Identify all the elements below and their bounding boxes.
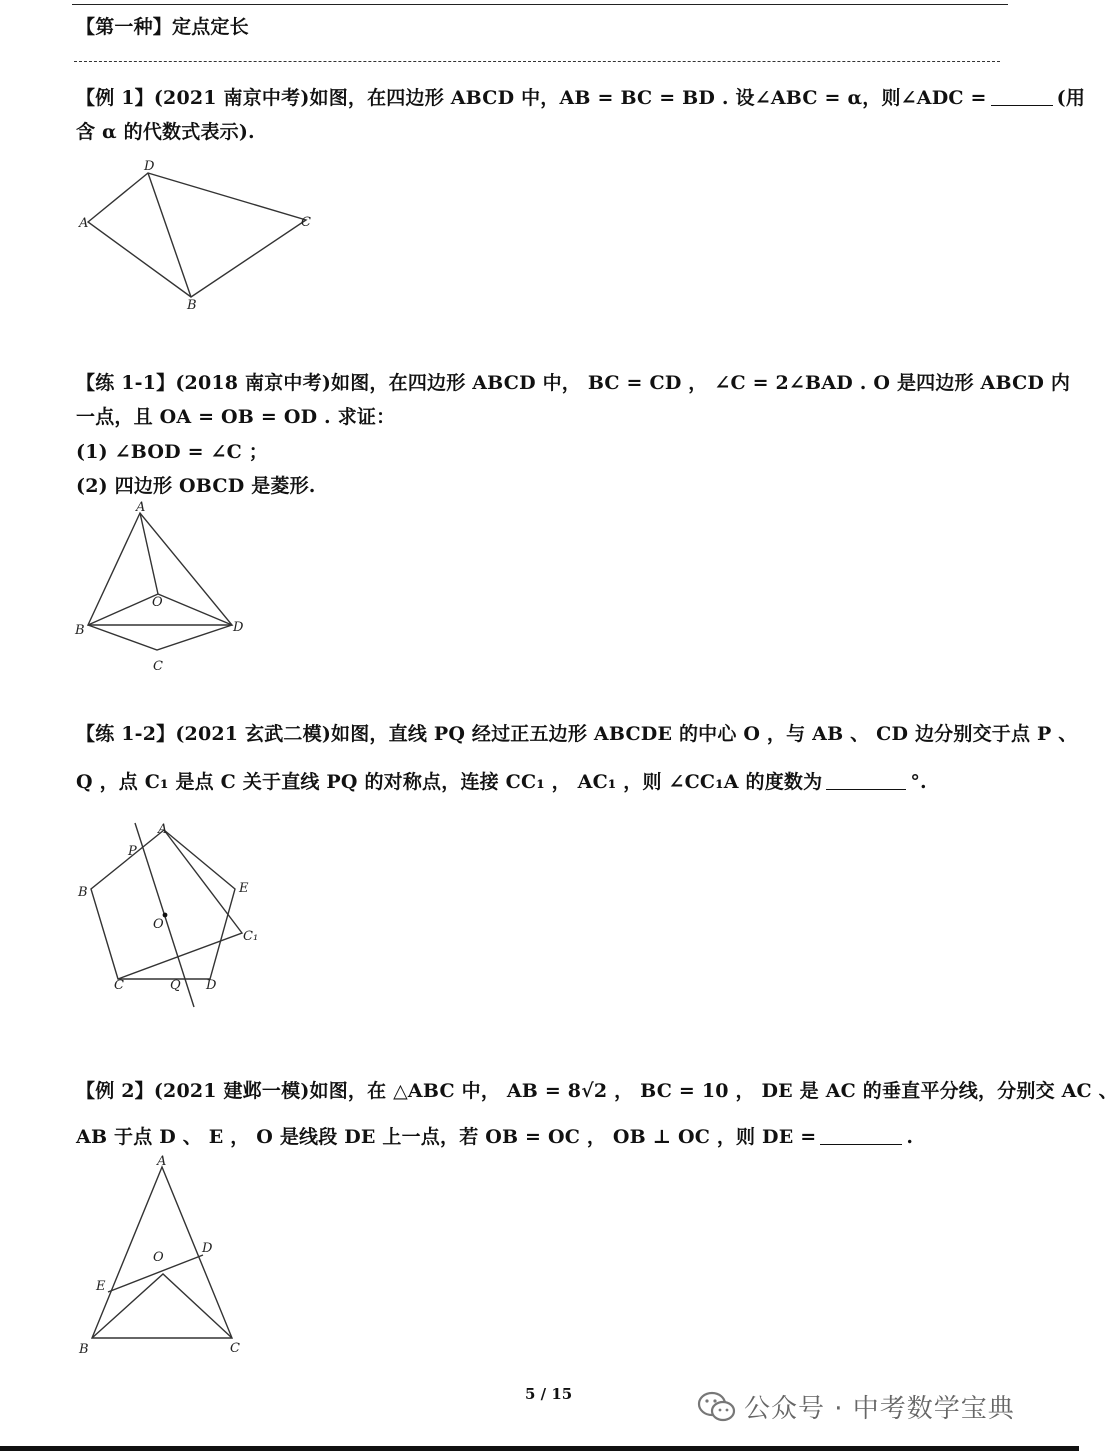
- ex1-line1: [76, 83, 1085, 110]
- pr12-label-o: O: [153, 917, 164, 932]
- pr12-label-b: B: [78, 885, 88, 900]
- watermark-text: 公众号 · 中考数学宝典: [744, 1394, 1015, 1424]
- pr11-segment-oa: [140, 513, 158, 594]
- page-number: 5 / 15: [525, 1385, 573, 1403]
- watermark: [696, 1388, 1015, 1425]
- ex2-figure: [70, 1150, 260, 1360]
- pr11-label-b: B: [75, 623, 85, 638]
- pr11-label-o: O: [152, 595, 163, 610]
- pr12-label-c: C: [114, 978, 124, 993]
- ex1-label-b: B: [187, 298, 197, 313]
- pr12-label-p: P: [128, 844, 137, 859]
- ex1-label-c: C: [301, 215, 311, 230]
- ex1-text1-end: (用: [1056, 87, 1086, 109]
- ex2-segments-ob-oc: [92, 1274, 232, 1338]
- pr12-line1: 【练 1-2】(2021 玄武二模)如图，直线 PQ 经过正五边形 ABCDE 的中心 O ，与 AB 、 CD 边分别交于点 P 、: [76, 723, 1078, 745]
- pr11-label-a: A: [136, 500, 146, 515]
- ex1-answer-blank: [991, 87, 1053, 106]
- ex2-text2-end: .: [906, 1126, 914, 1148]
- pr12-line2: [76, 767, 927, 794]
- ex2-line1: 【例 2】(2021 建邺一模)如图，在 △ABC 中， AB = 8√2 ， BC = 10 ， DE 是 AC 的垂直平分线，分别交 AC 、: [76, 1080, 1118, 1102]
- bottom-edge: [0, 1446, 1079, 1451]
- ex2-text2: AB 于点 D 、 E ， O 是线段 DE 上一点，若 OB = OC ， OB ⊥ OC ，则 DE =: [76, 1126, 817, 1148]
- ex2-label-c: C: [230, 1341, 240, 1356]
- pr11-figure: [70, 498, 260, 678]
- ex1-figure: [70, 155, 330, 315]
- pr11-sides-bcd: [88, 625, 232, 650]
- ex1-text1: 【例 1】(2021 南京中考)如图，在四边形 ABCD 中，AB = BC = BD . 设∠ABC = α，则∠ADC =: [76, 87, 987, 109]
- wechat-icon: [696, 1389, 738, 1425]
- pr12-text2: Q ，点 C₁ 是点 C 关于直线 PQ 的对称点，连接 CC₁ ， AC₁ ，则 ∠CC₁A 的度数为: [76, 771, 823, 793]
- pr12-figure: [70, 815, 270, 1015]
- section-title: 【第一种】定点定长: [76, 16, 249, 38]
- pr12-answer-blank: [826, 771, 906, 790]
- ex2-label-b: B: [79, 1342, 89, 1357]
- ex1-quadrilateral: [88, 173, 306, 297]
- pr11-line1: 【练 1-1】(2018 南京中考)如图，在四边形 ABCD 中， BC = CD ， ∠C = 2∠BAD . O 是四边形 ABCD 内: [76, 372, 1071, 394]
- pr12-text2-end: °.: [910, 771, 927, 793]
- pr12-label-e: E: [239, 881, 249, 896]
- ex2-line2: [76, 1122, 913, 1149]
- pr11-line3: (1) ∠BOD = ∠C ；: [76, 441, 268, 463]
- ex2-label-d: D: [202, 1241, 213, 1256]
- pr11-label-d: D: [233, 620, 244, 635]
- top-rule: [72, 4, 1008, 5]
- ex1-label-d: D: [144, 159, 155, 174]
- pr12-pentagon: [91, 830, 235, 979]
- pr12-label-c1: C₁: [243, 929, 259, 944]
- pr12-label-q: Q: [170, 978, 181, 993]
- ex2-label-o: O: [153, 1250, 164, 1265]
- pr11-line4: (2) 四边形 OBCD 是菱形.: [76, 475, 316, 497]
- ex2-label-a: A: [157, 1154, 167, 1169]
- ex2-label-e: E: [96, 1279, 106, 1294]
- pr12-label-d: D: [206, 978, 217, 993]
- pr11-line2: 一点，且 OA = OB = OD . 求证：: [76, 406, 396, 428]
- ex1-diagonal-bd: [148, 173, 191, 297]
- ex2-answer-blank: [820, 1126, 902, 1145]
- pr12-label-a: A: [158, 822, 168, 837]
- ex1-line2: 含 α 的代数式表示).: [76, 121, 255, 143]
- section-divider: [74, 61, 1000, 62]
- ex1-label-a: A: [79, 216, 89, 231]
- pr11-label-c: C: [153, 659, 163, 674]
